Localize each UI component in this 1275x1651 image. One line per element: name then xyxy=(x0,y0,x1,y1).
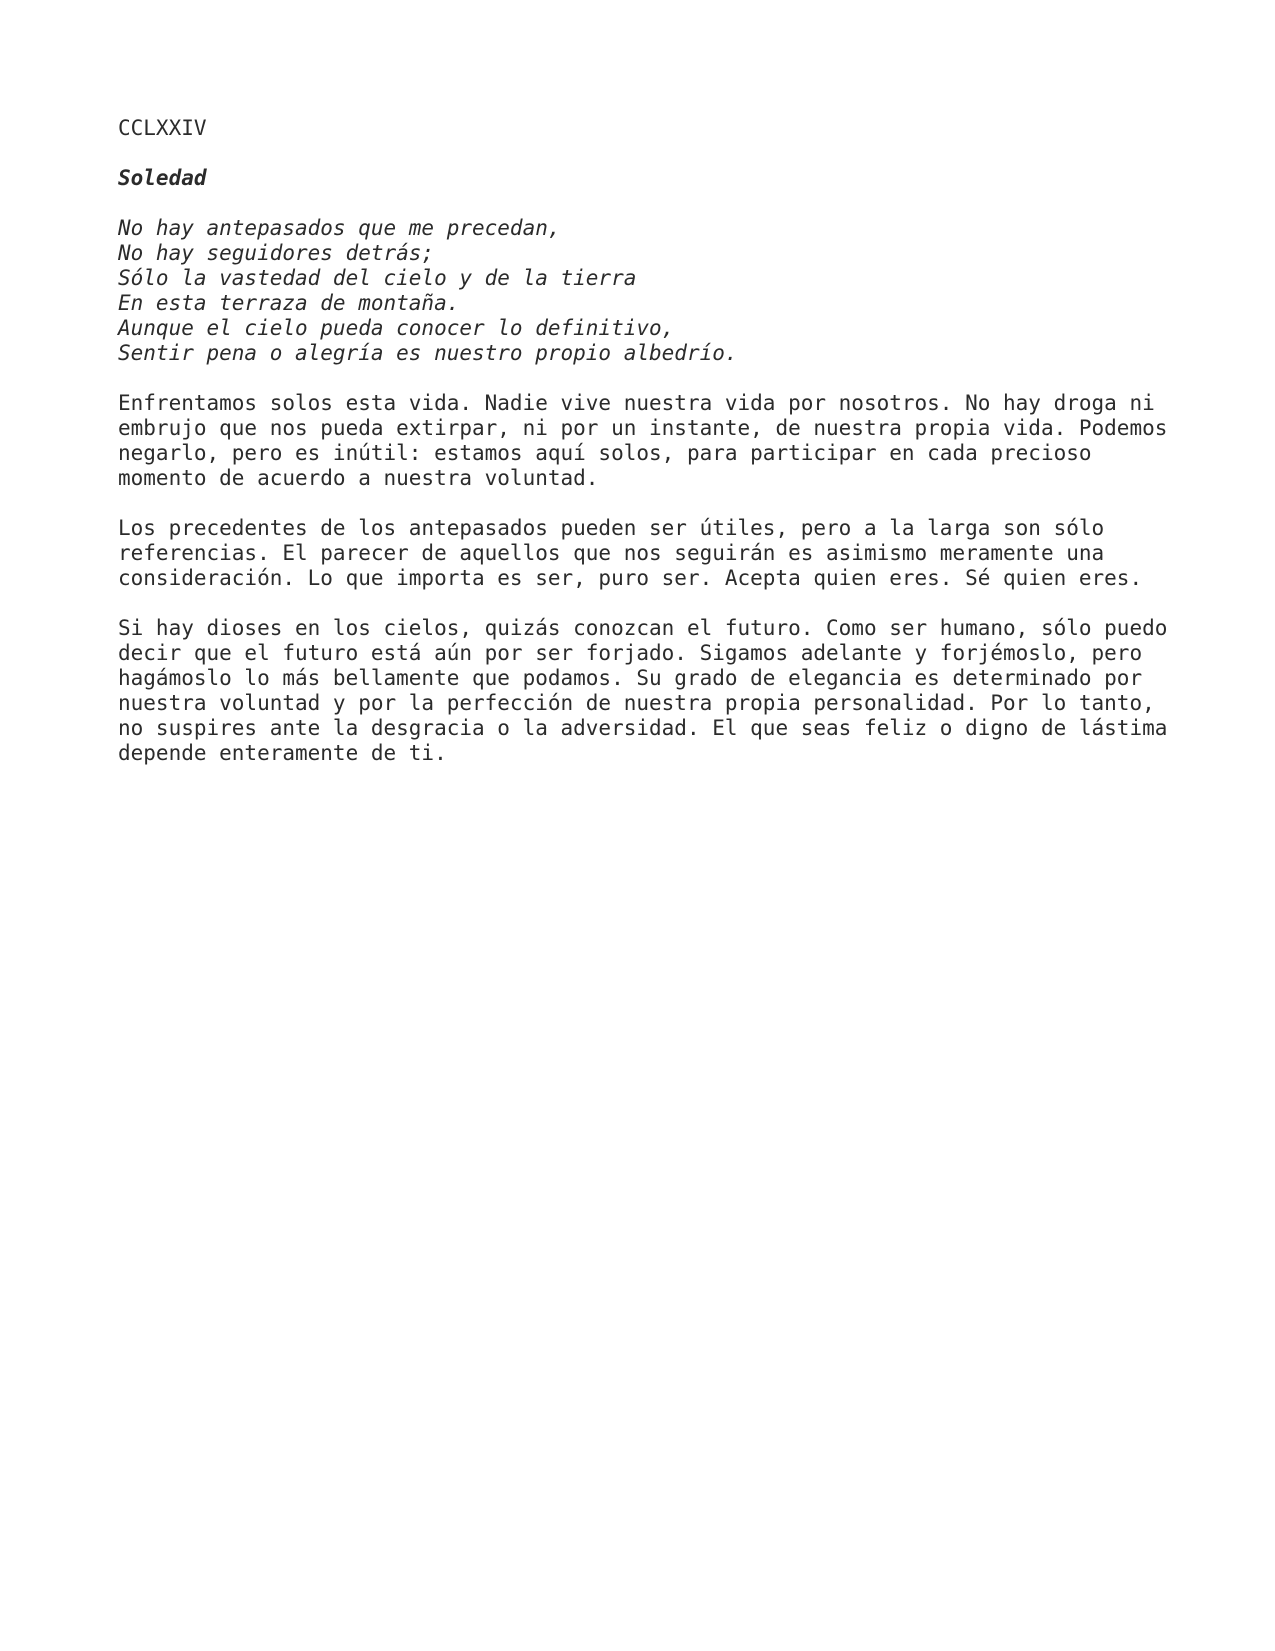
paragraph-1 xyxy=(118,391,1218,491)
paragraph-line: nuestra voluntad y por la perfección de nuestra propia personalidad. Por lo tanto, xyxy=(118,691,1155,715)
spacer xyxy=(118,366,1218,391)
paragraph-3 xyxy=(118,616,1218,766)
paragraph-line: Enfrentamos solos esta vida. Nadie vive nuestra vida por nosotros. No hay droga ni xyxy=(118,391,1155,415)
paragraph-line: Si hay dioses en los cielos, quizás conozcan el futuro. Como ser humano, sólo puedo xyxy=(118,616,1168,640)
spacer xyxy=(118,591,1218,616)
paragraph-line: embrujo que nos pueda extirpar, ni por un instante, de nuestra propia vida. Podemos xyxy=(118,416,1168,440)
verse-line: Aunque el cielo pueda conocer lo definitivo, xyxy=(118,316,675,340)
spacer xyxy=(118,491,1218,516)
verse-line: No hay seguidores detrás; xyxy=(118,241,435,265)
paragraph-line: no suspires ante la desgracia o la adversidad. El que seas feliz o digno de lástima xyxy=(118,716,1168,740)
chapter-numeral: CCLXXIV xyxy=(118,116,207,140)
spacer xyxy=(118,191,1218,216)
verse-line: Sólo la vastedad del cielo y de la tierra xyxy=(118,266,637,290)
paragraph-2 xyxy=(118,516,1218,591)
paragraph-line: negarlo, pero es inútil: estamos aquí solos, para participar en cada precioso xyxy=(118,441,1092,465)
paragraph-line: hagámoslo lo más bellamente que podamos. Su grado de elegancia es determinado por xyxy=(118,666,1143,690)
document-page xyxy=(118,116,1218,766)
paragraph-line: Los precedentes de los antepasados pueden ser útiles, pero a la larga son sólo xyxy=(118,516,1105,540)
verse-line: En esta terraza de montaña. xyxy=(118,291,460,315)
paragraph-line: consideración. Lo que importa es ser, puro ser. Acepta quien eres. Sé quien eres. xyxy=(118,566,1143,590)
verse-line: Sentir pena o alegría es nuestro propio albedrío. xyxy=(118,341,738,365)
paragraph-line: momento de acuerdo a nuestra voluntad. xyxy=(118,466,599,490)
paragraph-line: depende enteramente de ti. xyxy=(118,741,447,765)
paragraph-line: decir que el futuro está aún por ser forjado. Sigamos adelante y forjémoslo, pero xyxy=(118,641,1143,665)
poem-title: Soledad xyxy=(118,166,207,190)
paragraph-line: referencias. El parecer de aquellos que nos seguirán es asimismo meramente una xyxy=(118,541,1105,565)
poem-verse xyxy=(118,216,1218,366)
spacer xyxy=(118,141,1218,166)
verse-line: No hay antepasados que me precedan, xyxy=(118,216,561,240)
